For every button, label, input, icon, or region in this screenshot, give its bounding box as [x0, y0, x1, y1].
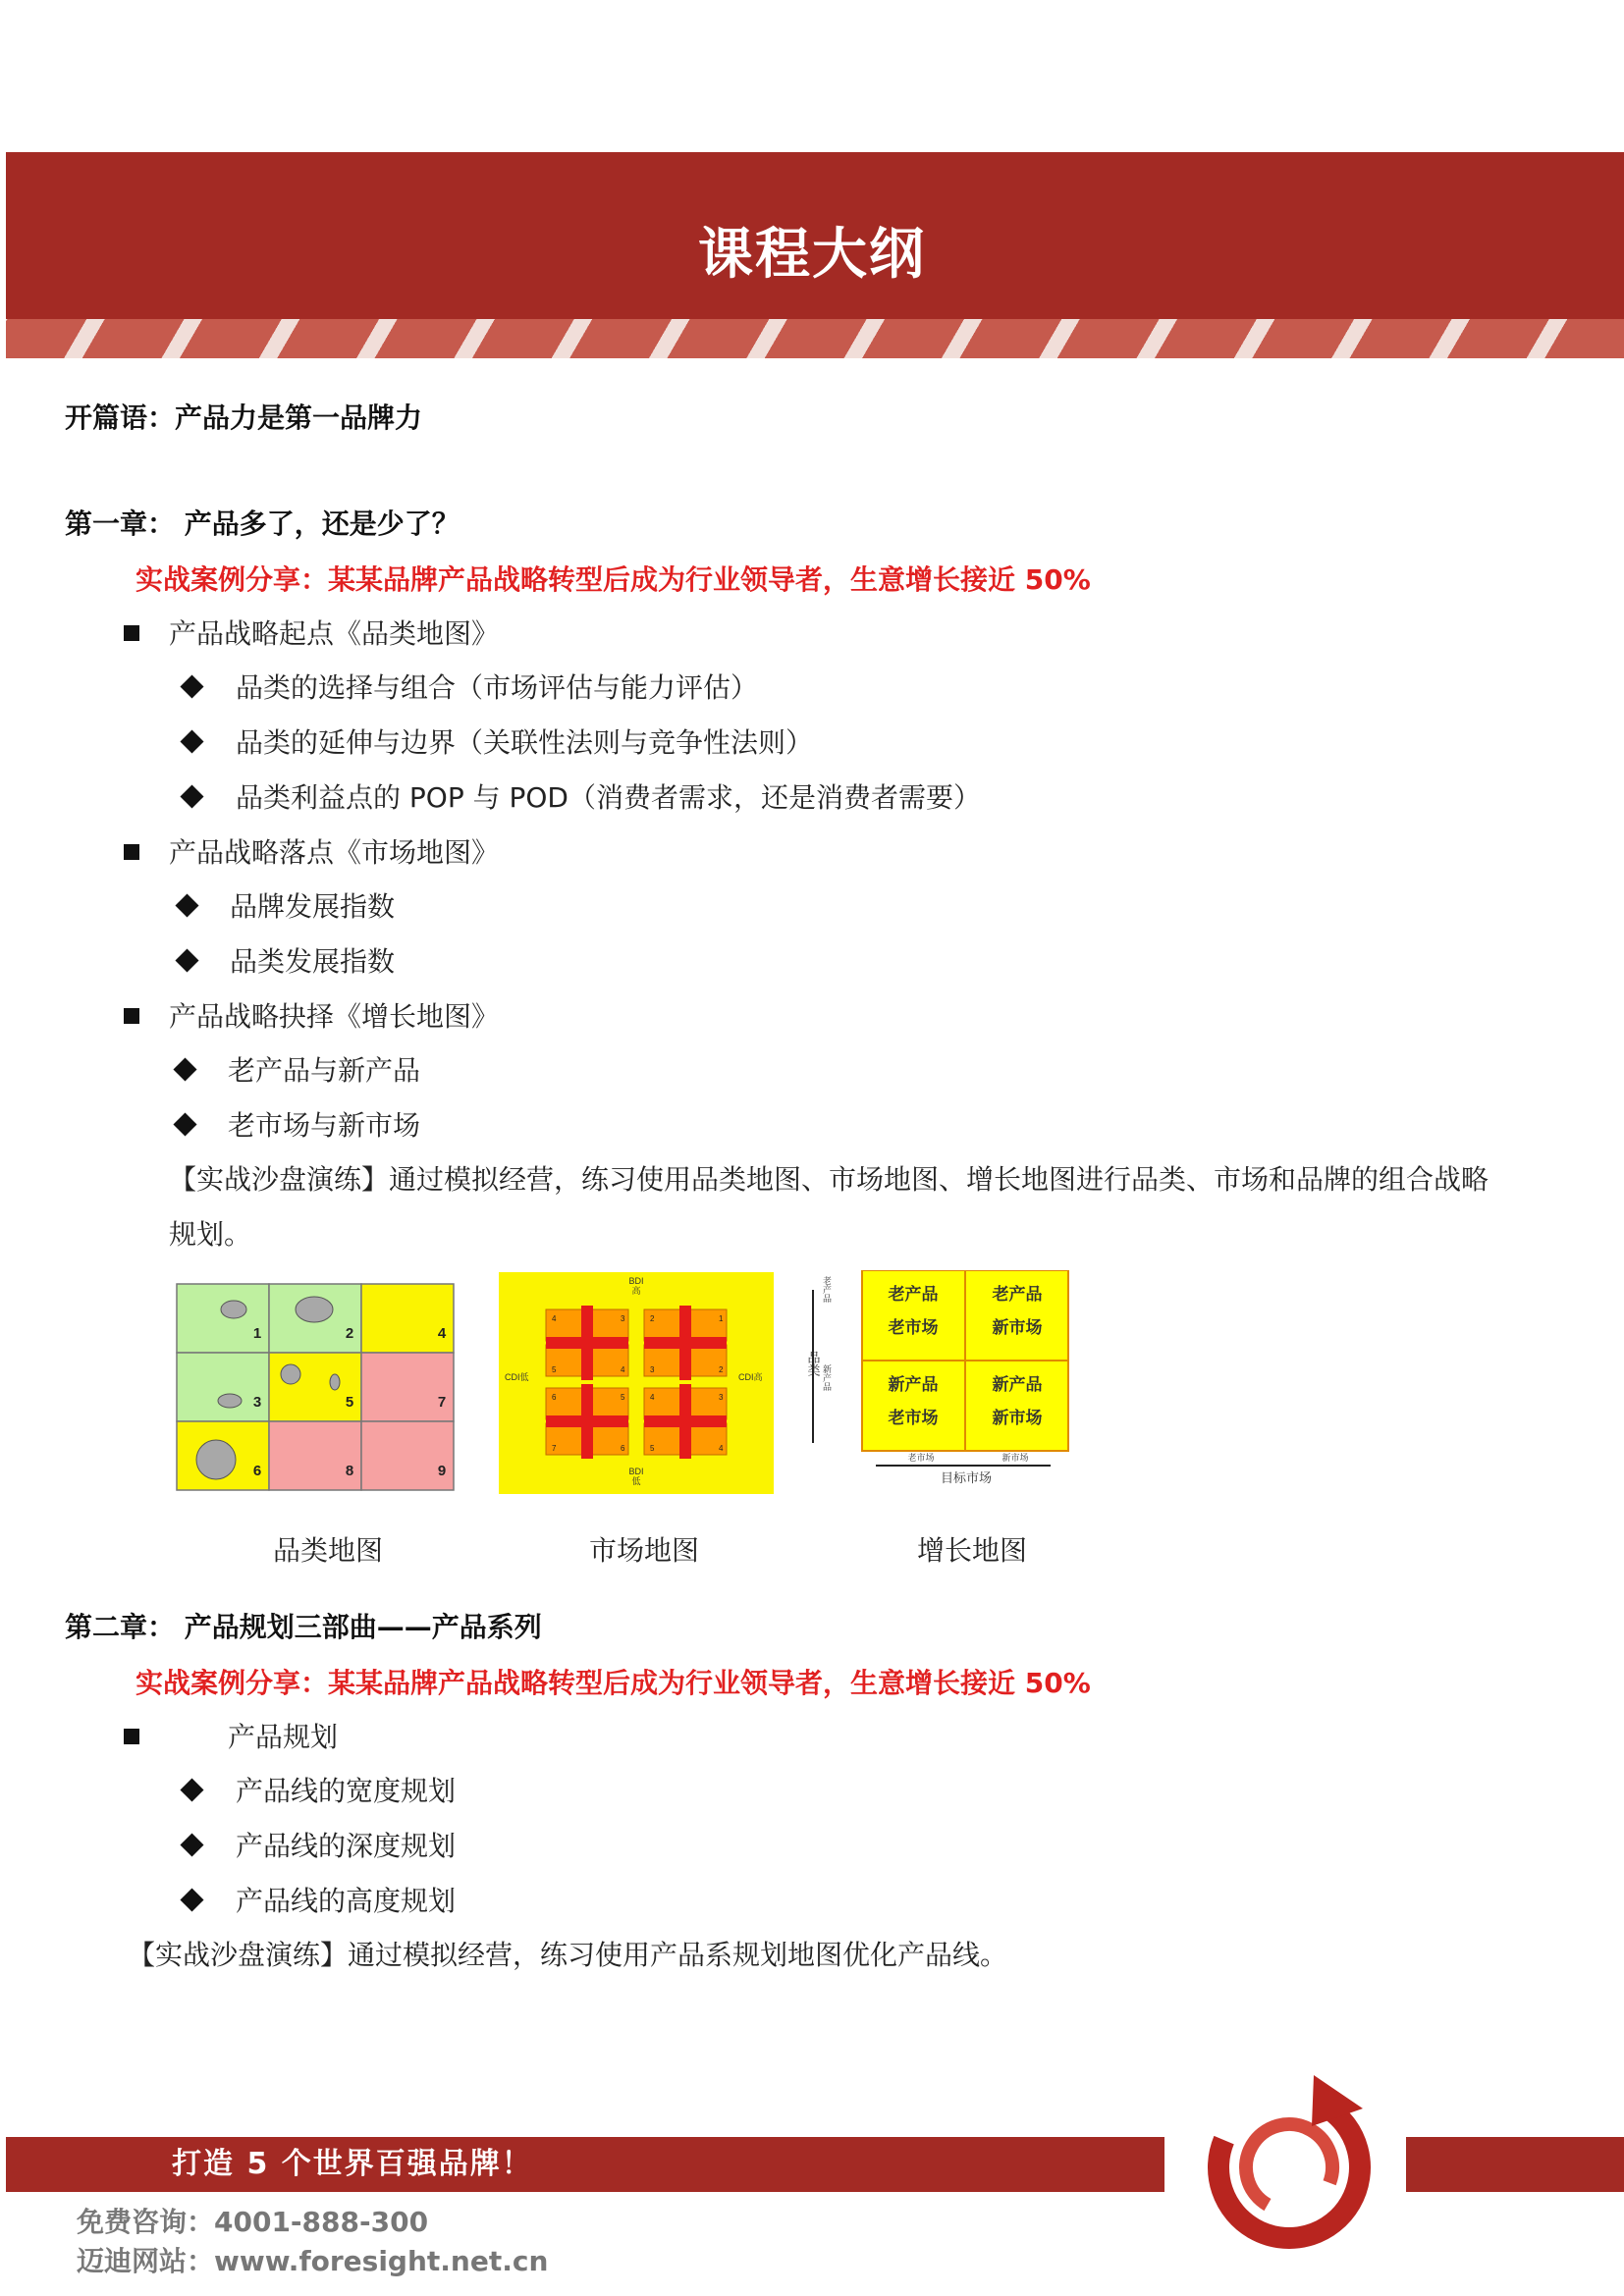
drill-text: 【实战沙盘演练】通过模拟经营，练习使用品类地图、市场地图、增长地图进行品类、市场和品牌的组合战略 [169, 1163, 1489, 1196]
category-cell-label: 5 [345, 1394, 354, 1411]
market-cross-v [679, 1306, 691, 1380]
chapter1-title: 第一章： 产品多了，还是少了？ [65, 507, 460, 540]
market-box-label: 4 [719, 1444, 724, 1453]
list-item: 产品线的高度规划 [236, 1885, 457, 1917]
bullet-square [124, 844, 139, 860]
x-left-label: 老市场 [907, 1453, 935, 1463]
company-logo [1196, 2069, 1382, 2256]
market-box-label: 3 [621, 1314, 625, 1323]
category-cell-label: 2 [345, 1325, 354, 1342]
market-box-label: 4 [650, 1393, 655, 1402]
market-box-label: 3 [650, 1365, 655, 1374]
list-item: 产品线的宽度规划 [236, 1775, 457, 1807]
list-item: 品类的延伸与边界（关联性法则与竞争性法则） [236, 726, 814, 759]
bdi-low-sub: 低 [631, 1476, 641, 1486]
bullet-diamond [180, 1778, 203, 1801]
list-item: 老产品与新产品 [228, 1054, 421, 1087]
category-cell-label: 8 [345, 1463, 354, 1479]
bullet-diamond [180, 784, 203, 808]
bullet-square [124, 1008, 139, 1024]
section-label: 产品战略抉择《增长地图》 [169, 1000, 500, 1033]
bullet-diamond [175, 893, 198, 917]
category-cell [361, 1284, 454, 1353]
growth-cell-label: 新产品 [992, 1375, 1043, 1394]
chapter2-title: 第二章： 产品规划三部曲——产品系列 [65, 1611, 542, 1643]
market-box-label: 5 [552, 1365, 557, 1374]
growth-cell-label: 老产品 [888, 1285, 939, 1304]
growth-map-diagram [793, 1270, 1078, 1492]
bullet-diamond [175, 948, 198, 972]
bullet-diamond [173, 1112, 196, 1136]
bullet-diamond [180, 1833, 203, 1856]
list-item: 老市场与新市场 [228, 1109, 421, 1142]
market-map-diagram [499, 1272, 774, 1494]
category-cell [361, 1421, 454, 1490]
market-box-label: 7 [552, 1444, 557, 1453]
market-cross-v [581, 1306, 593, 1380]
market-box-label: 6 [621, 1444, 625, 1453]
category-cell [177, 1353, 269, 1421]
drill-text-cont: 规划。 [169, 1218, 252, 1251]
x-right-label: 新市场 [1001, 1453, 1029, 1463]
section-label: 产品战略落点《市场地图》 [169, 836, 500, 869]
bubble [281, 1364, 300, 1384]
market-box-label: 5 [621, 1393, 625, 1402]
bdi-low-label: BDI [628, 1467, 644, 1476]
category-cell-label: 3 [252, 1394, 262, 1411]
market-map-background [499, 1272, 774, 1494]
market-box-label: 2 [719, 1365, 724, 1374]
y-top-label: 老产品 [822, 1276, 832, 1303]
section-label: 产品战略起点《品类地图》 [169, 617, 500, 650]
market-box-label: 2 [650, 1314, 655, 1323]
market-map-caption: 市场地图 [588, 1534, 699, 1567]
y-bottom-label: 新产品 [822, 1364, 832, 1391]
category-map-diagram [175, 1282, 456, 1494]
bubble [196, 1440, 236, 1479]
list-item: 产品线的深度规划 [236, 1830, 457, 1862]
category-cell-label: 4 [437, 1325, 447, 1342]
footer-website: 迈迪网站：www.foresight.net.cn [77, 2245, 549, 2277]
market-box-label: 6 [552, 1393, 557, 1402]
list-item: 品类的选择与组合（市场评估与能力评估） [236, 671, 759, 704]
bubble [218, 1394, 242, 1408]
category-cell [269, 1421, 361, 1490]
growth-cell-label: 老产品 [992, 1285, 1043, 1304]
growth-cell-label: 新市场 [992, 1318, 1043, 1337]
cdi-low-label: CDI低 [505, 1372, 529, 1382]
market-box-label: 4 [621, 1365, 625, 1374]
bullet-diamond [173, 1057, 196, 1081]
chapter2-case: 实战案例分享：某某品牌产品战略转型后成为行业领导者，生意增长接近 50% [135, 1667, 1091, 1699]
footer-phone: 免费咨询：4001-888-300 [77, 2206, 429, 2238]
bullet-diamond [180, 729, 203, 753]
category-cell-label: 6 [252, 1463, 262, 1479]
market-cross-v [581, 1384, 593, 1459]
market-cross-v [679, 1384, 691, 1459]
bubble [221, 1301, 246, 1318]
market-box-label: 3 [719, 1393, 724, 1402]
category-cell [269, 1353, 361, 1421]
bullet-diamond [180, 1888, 203, 1911]
drill-text: 【实战沙盘演练】通过模拟经营，练习使用产品系规划地图优化产品线。 [128, 1939, 1008, 1971]
bullet-square [124, 625, 139, 641]
category-cell-label: 7 [437, 1394, 447, 1411]
market-box-label: 4 [552, 1314, 557, 1323]
bubble [296, 1297, 333, 1322]
growth-cell-label: 新产品 [888, 1375, 939, 1394]
cdi-high-label: CDI高 [738, 1372, 763, 1382]
growth-cell-label: 新市场 [992, 1409, 1043, 1427]
category-cell [361, 1353, 454, 1421]
category-map-caption: 品类地图 [272, 1534, 383, 1567]
bdi-high-sub: 高 [631, 1286, 641, 1296]
bdi-high-label: BDI [628, 1276, 644, 1286]
market-box-label: 1 [719, 1314, 724, 1323]
y-axis-label: 品类 [805, 1351, 821, 1376]
header-stripes [6, 319, 1624, 358]
section-label: 产品规划 [228, 1721, 339, 1753]
bullet-square [124, 1729, 139, 1744]
category-cell [177, 1284, 269, 1353]
x-axis-label: 目标市场 [940, 1470, 993, 1485]
growth-cell-label: 老市场 [888, 1409, 939, 1427]
opening-heading: 开篇语：产品力是第一品牌力 [65, 401, 423, 434]
category-cell-label: 9 [437, 1463, 447, 1479]
list-item: 品牌发展指数 [230, 890, 396, 923]
footer-slogan: 打造 5 个世界百强品牌！ [172, 2147, 533, 2181]
category-cell-label: 1 [252, 1325, 262, 1342]
page-title: 课程大纲 [698, 223, 926, 287]
market-box-label: 5 [650, 1444, 655, 1453]
growth-cell-label: 老市场 [888, 1318, 939, 1337]
bubble [330, 1374, 340, 1390]
chapter1-case: 实战案例分享：某某品牌产品战略转型后成为行业领导者，生意增长接近 50% [135, 563, 1091, 596]
footer-band-right [1406, 2137, 1624, 2192]
growth-map-caption: 增长地图 [916, 1534, 1027, 1567]
list-item: 品类利益点的 POP 与 POD（消费者需求，还是消费者需要） [236, 781, 981, 814]
list-item: 品类发展指数 [230, 945, 396, 978]
bullet-diamond [180, 674, 203, 698]
